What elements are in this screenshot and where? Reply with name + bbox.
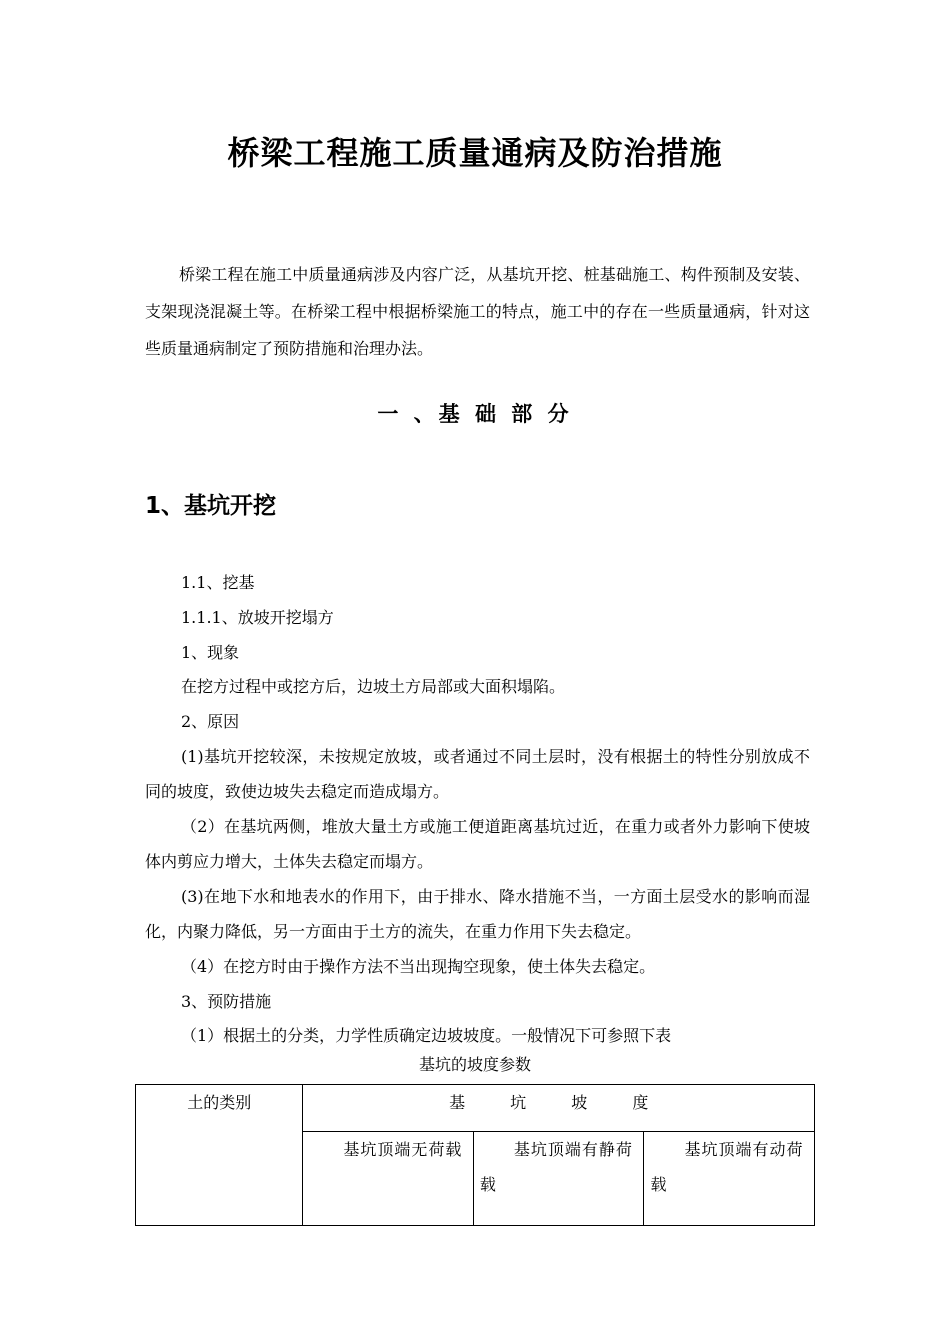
cause-item-4: （4）在挖方时由于操作方法不当出现掏空现象，使土体失去稳定。	[181, 957, 656, 976]
heading-1-1: 1.1、挖基	[181, 573, 255, 592]
header-no-load: 基坑顶端无荷载	[303, 1132, 474, 1226]
prevention-item-1: （1）根据土的分类，力学性质确定边坡坡度。一般情况下可参照下表	[181, 1026, 672, 1045]
header-slope-group: 基 坑 坡 度	[303, 1085, 815, 1132]
header-soil-type: 土的类别	[136, 1085, 303, 1226]
label-cause: 2、原因	[181, 712, 240, 731]
sub-heading: 1、基坑开挖	[145, 493, 277, 519]
header-static-load: 基坑顶端有静荷载	[473, 1132, 644, 1226]
section-heading: 一 、基 础 部 分	[377, 402, 573, 426]
cause-paragraph-3: (3)在地下水和地表水的作用下，由于排水、降水措施不当，一方面土层受水的影响而湿化，内聚力降低，另一方面由于土方的流失，在重力作用下失去稳定。	[145, 887, 810, 941]
label-prevention: 3、预防措施	[181, 992, 272, 1011]
text-phenomenon: 在挖方过程中或挖方后，边坡土方局部或大面积塌陷。	[181, 677, 566, 696]
table-caption: 基坑的坡度参数	[418, 1055, 531, 1074]
document-title: 桥梁工程施工质量通病及防治措施	[227, 134, 723, 172]
table-row	[136, 1085, 815, 1132]
cause-paragraph-2: （2）在基坑两侧，堆放大量土方或施工便道距离基坑过近，在重力或者外力影响下使坡体内剪应力增大，土体失去稳定而塌方。	[145, 817, 810, 871]
cause-paragraph-1: (1)基坑开挖较深，未按规定放坡，或者通过不同土层时，没有根据土的特性分别放成不同的坡度，致使边坡失去稳定而造成塌方。	[145, 747, 810, 801]
slope-table	[135, 1084, 815, 1226]
label-phenomenon: 1、现象	[181, 643, 240, 662]
intro-paragraph: 桥梁工程在施工中质量通病涉及内容广泛，从基坑开挖、桩基础施工、构件预制及安装、支架现浇混凝土等。在桥梁工程中根据桥梁施工的特点，施工中的存在一些质量通病，针对这些质量通病制定了预防措施和治理办法。	[145, 265, 810, 358]
heading-1-1-1: 1.1.1、放坡开挖塌方	[181, 608, 334, 627]
header-dynamic-load: 基坑顶端有动荷载	[644, 1132, 815, 1226]
